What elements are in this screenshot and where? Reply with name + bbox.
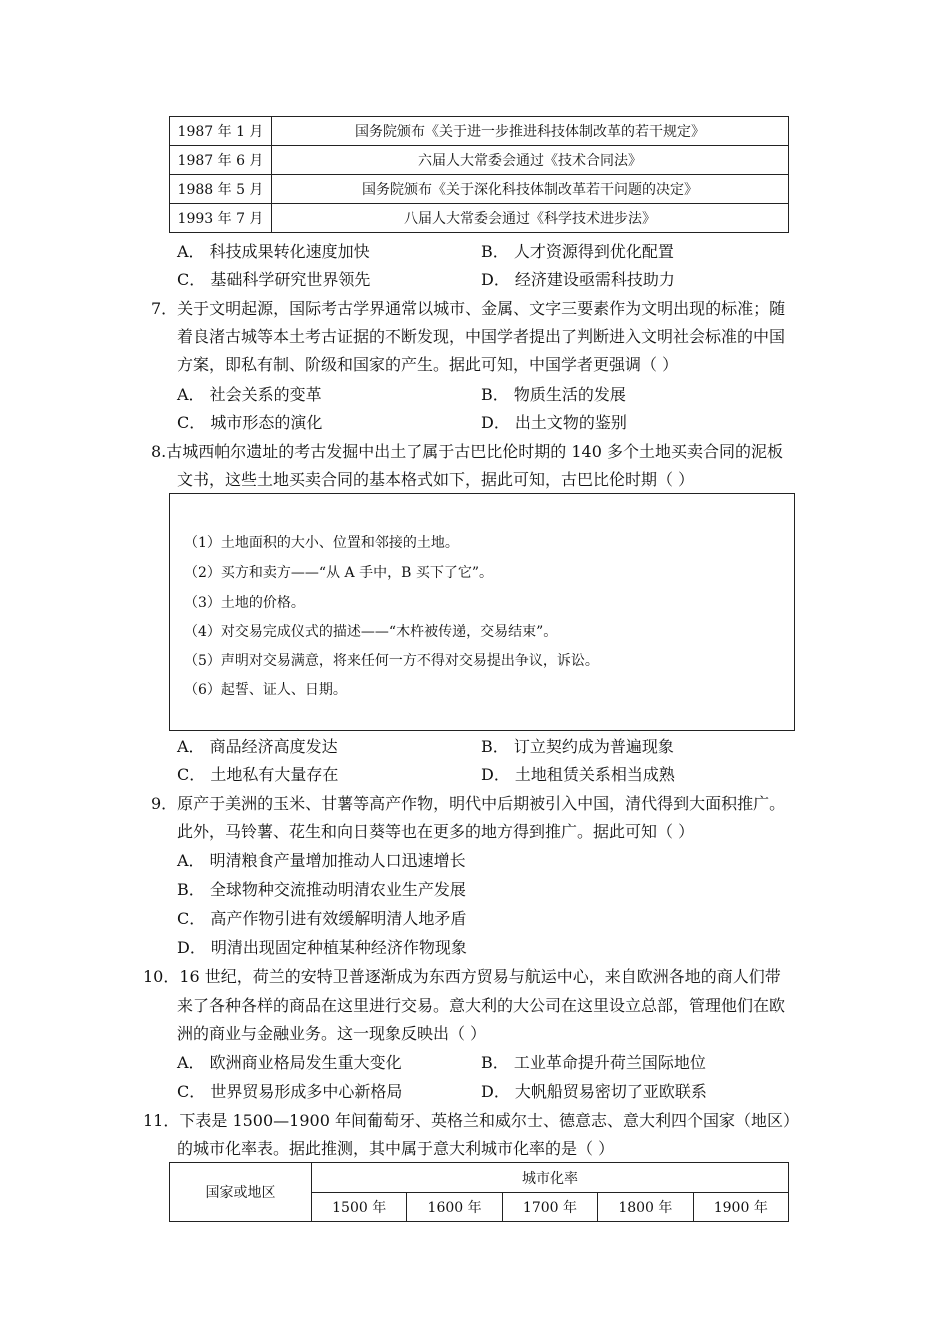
group-header-urbanization: 城市化率 — [312, 1163, 789, 1193]
policy-date: 1988 年 5 月 — [170, 175, 272, 204]
year-header: 1600 年 — [407, 1193, 502, 1222]
table-row — [170, 1163, 789, 1193]
q10-stem-line-2: 来了各种各样的商品在这里进行交易。意大利的大公司在这里设立总部，管理他们在欧 — [177, 996, 786, 1015]
policy-table — [169, 116, 789, 233]
policy-event: 六届人大常委会通过《技术合同法》 — [272, 146, 789, 175]
q7-stem-line-1: 7．关于文明起源，国际考古学界通常以城市、金属、文字三要素作为文明出现的标准；随 — [151, 299, 786, 318]
contract-format-box — [169, 493, 795, 731]
q9-option-d: D． 明清出现固定种植某种经济作物现象 — [177, 938, 467, 957]
year-header: 1900 年 — [693, 1193, 788, 1222]
table-row — [170, 117, 789, 146]
q8-option-b: B． 订立契约成为普遍现象 — [481, 737, 674, 756]
q7-option-b: B． 物质生活的发展 — [481, 385, 626, 404]
q7-option-d: D． 出土文物的鉴别 — [481, 413, 627, 432]
q6-option-b: B． 人才资源得到优化配置 — [481, 242, 674, 261]
q9-option-a: A． 明清粮食产量增加推动人口迅速增长 — [177, 851, 466, 870]
policy-event: 国务院颁布《关于深化科技体制改革若干问题的决定》 — [272, 175, 789, 204]
q10-option-a: A． 欧洲商业格局发生重大变化 — [177, 1053, 402, 1072]
q7-option-a: A． 社会关系的变革 — [177, 385, 322, 404]
policy-date: 1993 年 7 月 — [170, 204, 272, 233]
q6-option-d: D． 经济建设亟需科技助力 — [481, 270, 675, 289]
q9-stem-line-2: 此外，马铃薯、花生和向日葵等也在更多的地方得到推广。据此可知（ ） — [177, 822, 695, 841]
q10-stem-line-1: 10．16 世纪，荷兰的安特卫普逐渐成为东西方贸易与航运中心，来自欧洲各地的商人们带 — [143, 967, 781, 986]
q8-stem-line-2: 文书，这些土地买卖合同的基本格式如下，据此可知，古巴比伦时期（ ） — [177, 470, 695, 489]
q8-option-c: C． 土地私有大量存在 — [177, 765, 339, 784]
q8-option-d: D． 土地租赁关系相当成熟 — [481, 765, 675, 784]
table-row — [170, 204, 789, 233]
q11-stem-line-1: 11．下表是 1500—1900 年间葡萄牙、英格兰和威尔士、德意志、意大利四个国家（地区） — [143, 1111, 799, 1130]
q10-option-d: D． 大帆船贸易密切了亚欧联系 — [481, 1082, 707, 1101]
q9-option-b: B． 全球物种交流推动明清农业生产发展 — [177, 880, 466, 899]
contract-item: （2）买方和卖方——“从 A 手中，B 买下了它”。 — [184, 565, 493, 581]
q7-option-c: C． 城市形态的演化 — [177, 413, 323, 432]
contract-item: （6）起誓、证人、日期。 — [184, 682, 347, 698]
row-header-country: 国家或地区 — [170, 1163, 312, 1222]
table-row — [170, 175, 789, 204]
year-header: 1500 年 — [312, 1193, 407, 1222]
policy-event: 国务院颁布《关于进一步推进科技体制改革的若干规定》 — [272, 117, 789, 146]
q8-option-a: A． 商品经济高度发达 — [177, 737, 338, 756]
q10-option-c: C． 世界贸易形成多中心新格局 — [177, 1082, 403, 1101]
policy-date: 1987 年 1 月 — [170, 117, 272, 146]
policy-event: 八届人大常委会通过《科学技术进步法》 — [272, 204, 789, 233]
table-row — [170, 146, 789, 175]
year-header: 1800 年 — [598, 1193, 693, 1222]
contract-item: （5）声明对交易满意，将来任何一方不得对交易提出争议，诉讼。 — [184, 653, 599, 669]
q10-option-b: B． 工业革命提升荷兰国际地位 — [481, 1053, 706, 1072]
q11-stem-line-2: 的城市化率表。据此推测，其中属于意大利城市化率的是（ ） — [177, 1139, 615, 1158]
q7-stem-line-3: 方案，即私有制、阶级和国家的产生。据此可知，中国学者更强调（ ） — [177, 355, 679, 374]
q9-stem-line-1: 9．原产于美洲的玉米、甘薯等高产作物，明代中后期被引入中国，清代得到大面积推广。 — [151, 794, 786, 813]
q7-stem-line-2: 着良渚古城等本土考古证据的不断发现，中国学者提出了判断进入文明社会标准的中国 — [177, 327, 786, 346]
q6-option-c: C． 基础科学研究世界领先 — [177, 270, 371, 289]
contract-item: （4）对交易完成仪式的描述——“木杵被传递，交易结束”。 — [184, 624, 558, 640]
q10-stem-line-3: 洲的商业与金融业务。这一现象反映出（ ） — [177, 1024, 487, 1043]
q6-option-a: A． 科技成果转化速度加快 — [177, 242, 370, 261]
urbanization-table — [169, 1162, 789, 1222]
contract-item: （3）土地的价格。 — [184, 595, 305, 611]
policy-date: 1987 年 6 月 — [170, 146, 272, 175]
contract-item: （1）土地面积的大小、位置和邻接的土地。 — [184, 535, 459, 551]
q8-stem-line-1: 8.古城西帕尔遗址的考古发掘中出土了属于古巴比伦时期的 140 多个土地买卖合同的泥板 — [151, 442, 783, 461]
q9-option-c: C． 高产作物引进有效缓解明清人地矛盾 — [177, 909, 467, 928]
year-header: 1700 年 — [502, 1193, 597, 1222]
